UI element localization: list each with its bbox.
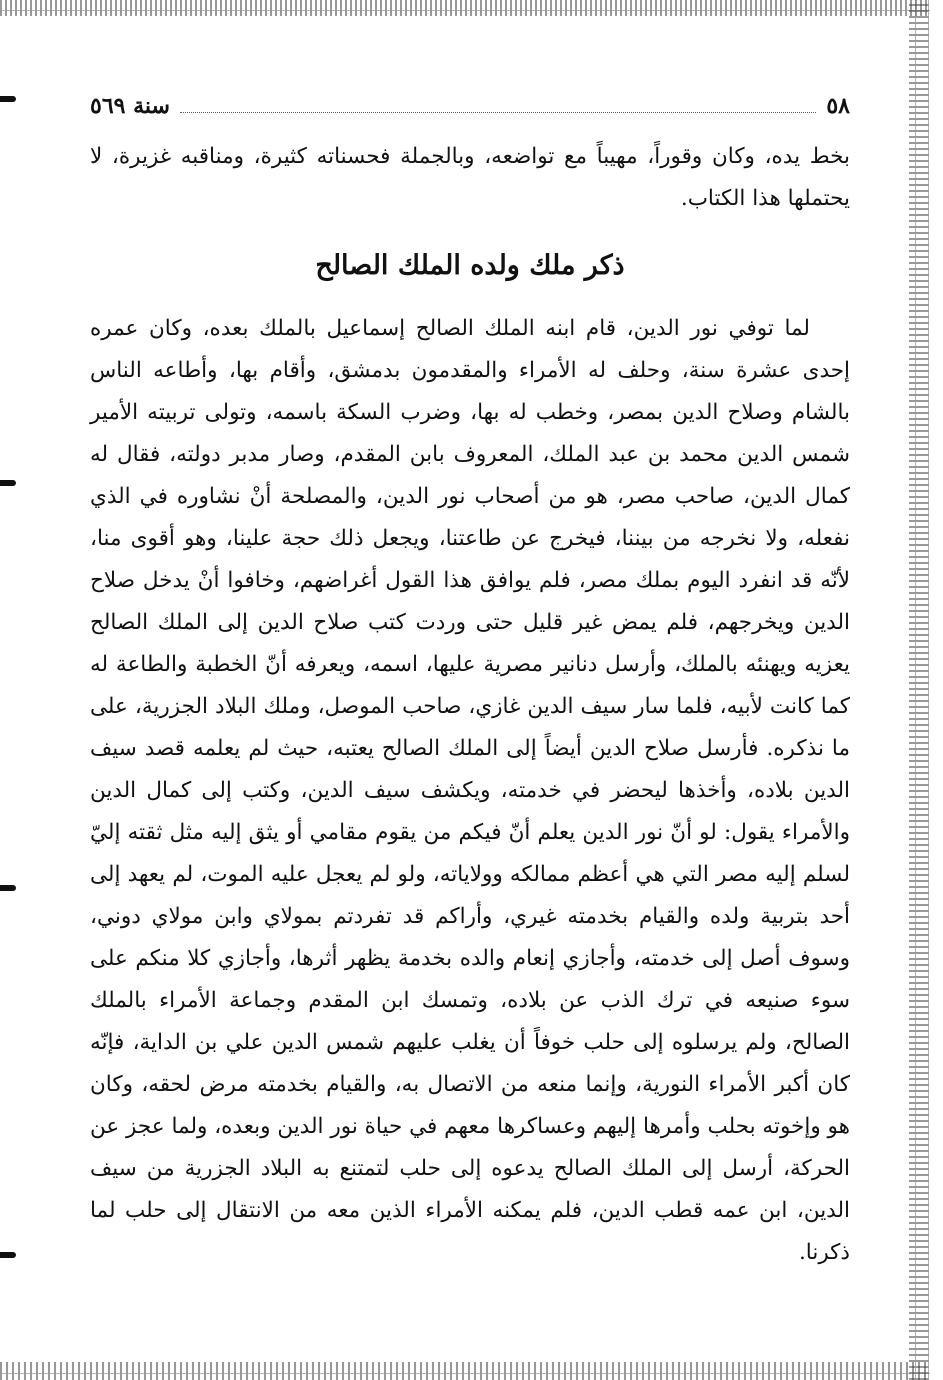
page-number: ٥٨ bbox=[826, 93, 850, 119]
continuation-paragraph: بخط يده، وكان وقوراً، مهيباً مع تواضعه، وبالجملة فحسناته كثيرة، ومناقبه غزيرة، لا يحتملها هذا الكتاب. bbox=[90, 144, 850, 211]
bottom-ornamental-border bbox=[0, 1362, 930, 1380]
edge-binding-mark bbox=[0, 480, 16, 486]
year-label: سنة ٥٦٩ bbox=[90, 93, 170, 119]
edge-binding-mark bbox=[0, 1252, 16, 1258]
running-header bbox=[90, 88, 850, 124]
top-ornamental-border bbox=[0, 0, 930, 16]
edge-binding-mark bbox=[0, 885, 16, 891]
body-paragraph: لما توفي نور الدين، قام ابنه الملك الصالح إسماعيل بالملك بعده، وكان عمره إحدى عشرة سنة، وحلف له الأمراء والمقدمون بدمشق، وأقام بها، وأطاعه الناس بالشام وصلاح الدين بمصر، وخطب له بها، وضرب السكة باسمه، وتولى تربيته الأمير شمس الدين محمد بن عبد الملك، المعروف بابن المقدم، وصار مدبر دولته، فقال له كمال الدين، صاحب مصر، هو من أصحاب نور الدين، والمصلحة أنْ نشاوره في الذي نفعله، ولا نخرجه من بيننا، فيخرج عن طاعتنا، ويجعل ذلك حجة علينا، وهو أقوى منا، لأنّه قد انفرد اليوم بملك مصر، فلم يوافق هذا القول أغراضهم، وخافوا أنْ يدخل صلاح الدين ويخرجهم، فلم يمض غير قليل حتى وردت كتب صلاح الدين إلى الملك الصالح يعزيه ويهنئه بالملك، وأرسل دنانير مصرية عليها، اسمه، ويعرفه أنّ الخطبة والطاعة له كما كانت لأبيه، فلما سار سيف الدين غازي، صاحب الموصل، وملك البلاد الجزرية، على ما نذكره. فأرسل صلاح الدين أيضاً إلى الملك الصالح يعتبه، حيث لم يعلمه قصد سيف الدين بلاده، وأخذها ليحضر في خدمته، ويكشف سيف الدين، وكتب إلى كمال الدين والأمراء يقول: لو أنّ نور الدين يعلم أنّ فيكم من يقوم مقامي أو يثق إليه مثل ثقته إليّ لسلم إليه مصر التي هي أعظم ممالكه وولاياته، ولو لم يعجل عليه الموت، لم يعهد إلى أحد بتربية ولده والقيام بخدمته غيري، وأراكم قد تفردتم بمولاي وابن مولاي دوني، وسوف أصل إلى خدمته، وأجازي إنعام والده بخدمة يظهر أثرها، وأجازي كلا منكم على سوء صنيعه في ترك الذب عن بلاده، وتمسك ابن المقدم وجماعة الأمراء بالملك الصالح، ولم يرسلوه إلى حلب خوفاً أن يغلب عليهم شمس الدين علي بن الداية، فإنّه كان أكبر الأمراء النورية، وإنما منعه من الاتصال به، والقيام بخدمته مرض لحقه، وكان هو وإخوته بحلب وأمرها إليهم وعساكرها معهم في حياة نور الدين وبعده، ولما عجز عن الحركة، أرسل إلى الملك الصالح يدعوه إلى حلب لتمتنع به البلاد الجزرية من سيف الدين، ابن عمه قطب الدين، فلم يمكنه الأمراء الذين معه من الانتقال إلى حلب لما ذكرنا. bbox=[90, 316, 850, 1265]
header-dotted-leader bbox=[180, 90, 816, 113]
book-page bbox=[90, 88, 850, 1274]
edge-binding-mark bbox=[0, 96, 16, 102]
section-title: ذكر ملك ولده الملك الصالح bbox=[315, 250, 625, 281]
right-ornamental-border bbox=[909, 0, 929, 1380]
